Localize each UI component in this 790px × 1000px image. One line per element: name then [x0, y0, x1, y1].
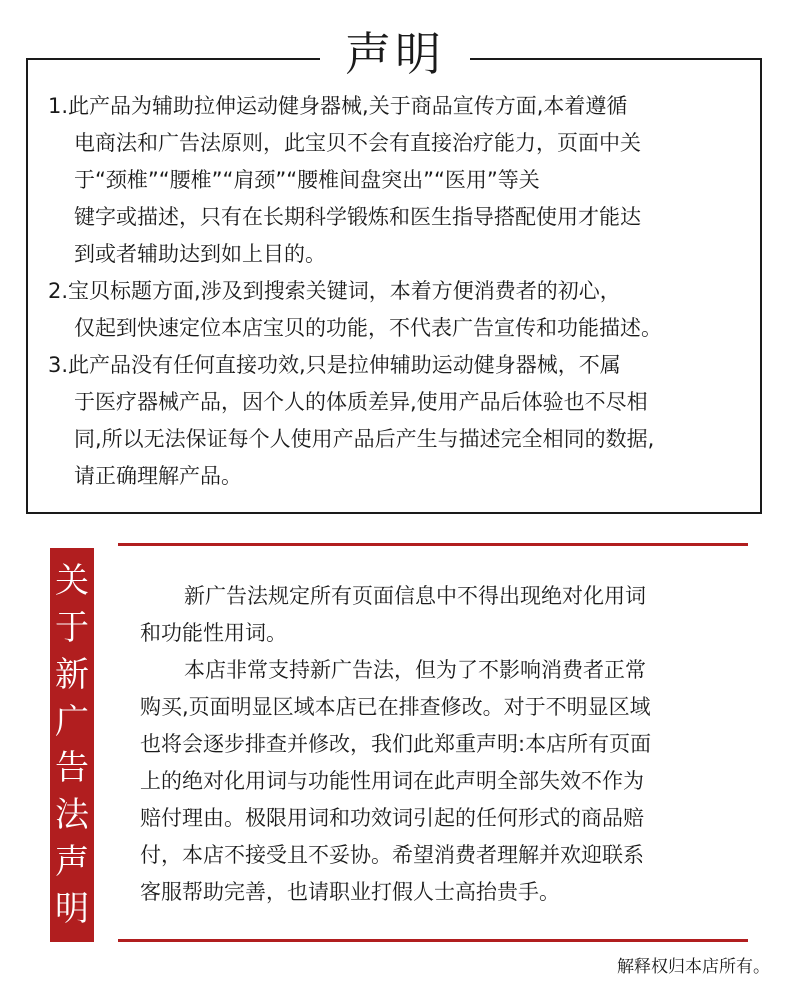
divider-top: [118, 543, 748, 546]
side-tag-char: 告: [55, 748, 89, 789]
notice-line: 赔付理由。极限用词和功效词引起的任何形式的商品赔: [140, 806, 644, 830]
notice-line: 客服帮助完善，也请职业打假人士高抬贵手。: [140, 880, 560, 904]
clause-line: 同,所以无法保证每个人使用产品后产生与描述完全相同的数据,: [74, 427, 655, 451]
side-tag-char: 法: [55, 795, 89, 836]
clause-1: [48, 88, 748, 273]
clause-line: 键字或描述，只有在长期科学锻炼和医生指导搭配使用才能达: [74, 205, 641, 229]
footer-note: 解释权归本店所有。: [617, 957, 770, 977]
notice-line: 本店非常支持新广告法，但为了不影响消费者正常: [184, 658, 646, 682]
side-tag-char: 明: [55, 888, 89, 929]
notice-line: 也将会逐步排查并修改，我们此郑重声明:本店所有页面: [140, 732, 652, 756]
side-tag-char: 关: [55, 561, 89, 602]
clause-line: 仅起到快速定位本店宝贝的功能，不代表广告宣传和功能描述。: [74, 316, 662, 340]
notice-line: 新广告法规定所有页面信息中不得出现绝对化用词: [184, 584, 646, 608]
notice-line: 上的绝对化用词与功能性用词在此声明全部失效不作为: [140, 769, 644, 793]
ad-law-notice: [140, 578, 740, 911]
side-tag-char: 于: [55, 608, 89, 649]
side-tag-char: 声: [55, 841, 89, 882]
clause-line: 于医疗器械产品，因个人的体质差异,使用产品后体验也不尽相: [74, 390, 648, 414]
clause-line: 2.宝贝标题方面,涉及到搜索关键词，本着方便消费者的初心，: [48, 279, 621, 303]
clause-line: 3.此产品没有任何直接功效,只是拉伸辅助运动健身器械，不属: [48, 353, 621, 377]
side-tag-char: 广: [55, 701, 89, 742]
clause-3: [48, 347, 748, 495]
clause-line: 1.此产品为辅助拉伸运动健身器械,关于商品宣传方面,本着遵循: [48, 94, 628, 118]
clause-line: 到或者辅助达到如上目的。: [74, 242, 326, 266]
statement-clauses: [48, 88, 748, 495]
clause-line: 请正确理解产品。: [74, 464, 242, 488]
ad-law-side-tag: [50, 548, 94, 942]
page-title: 声明: [320, 22, 470, 86]
notice-line: 购买,页面明显区域本店已在排查修改。对于不明显区域: [140, 695, 651, 719]
notice-line: 和功能性用词。: [140, 621, 287, 645]
notice-line: 付，本店不接受且不妥协。希望消费者理解并欢迎联系: [140, 843, 644, 867]
clause-line: 于“颈椎”“腰椎”“肩颈”“腰椎间盘突出”“医用”等关: [74, 168, 540, 192]
divider-bottom: [118, 939, 748, 942]
side-tag-char: 新: [55, 654, 89, 695]
clause-line: 电商法和广告法原则，此宝贝不会有直接治疗能力，页面中关: [74, 131, 641, 155]
clause-2: [48, 273, 748, 347]
